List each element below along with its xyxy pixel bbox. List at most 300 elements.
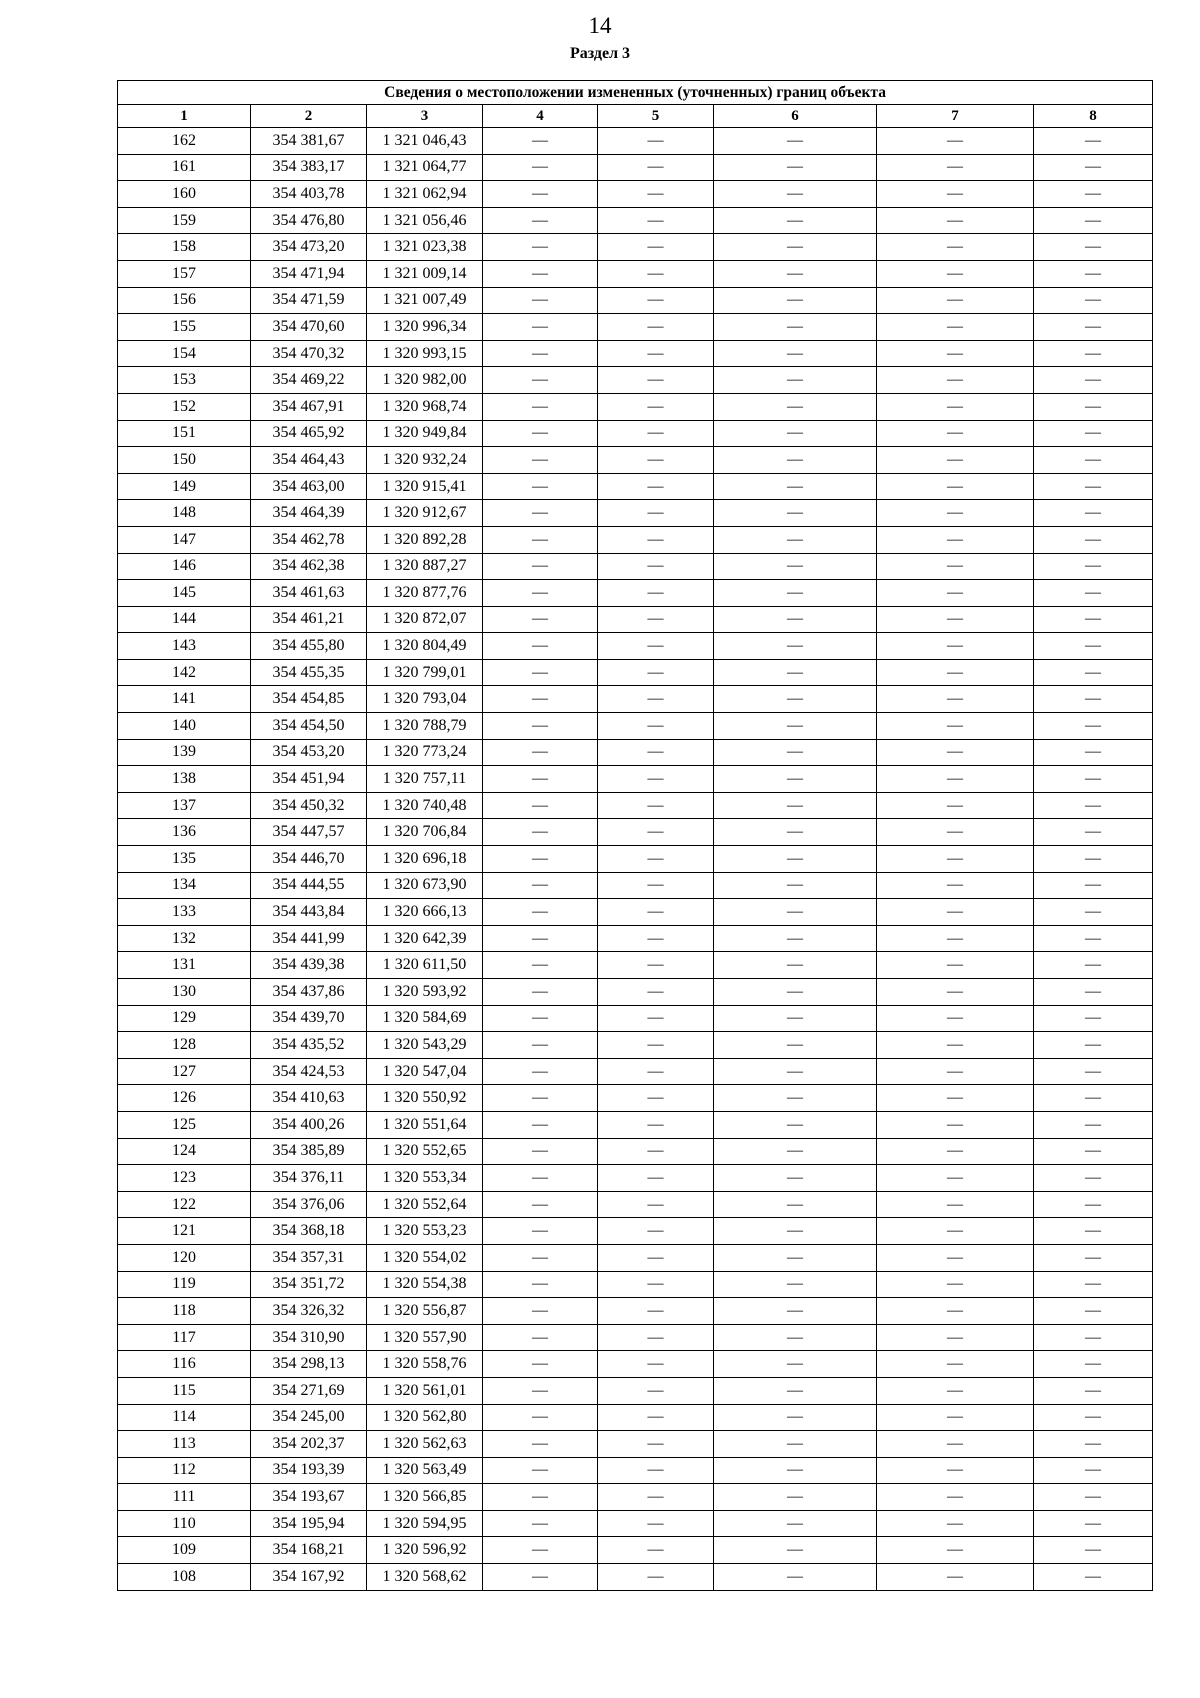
section-title: Раздел 3 <box>569 45 631 62</box>
empty-value-cell: — <box>877 713 1034 740</box>
empty-value-cell: — <box>483 1111 598 1138</box>
point-number-cell: 114 <box>118 1404 251 1431</box>
empty-value-cell: — <box>1034 420 1153 447</box>
empty-value-cell: — <box>598 1537 714 1564</box>
column-number: 8 <box>1034 105 1153 128</box>
empty-value-cell: — <box>714 1537 877 1564</box>
empty-value-cell: — <box>714 1351 877 1378</box>
point-number-cell: 151 <box>118 420 251 447</box>
empty-value-cell: — <box>714 1377 877 1404</box>
column-number: 5 <box>598 105 714 128</box>
y-coordinate-cell: 1 320 554,38 <box>367 1271 483 1298</box>
table-row <box>118 1085 1153 1112</box>
empty-value-cell: — <box>714 766 877 793</box>
table-row <box>118 473 1153 500</box>
x-coordinate-cell: 354 326,32 <box>251 1298 367 1325</box>
empty-value-cell: — <box>877 128 1034 155</box>
y-coordinate-cell: 1 320 912,67 <box>367 500 483 527</box>
empty-value-cell: — <box>877 314 1034 341</box>
table-row <box>118 1298 1153 1325</box>
y-coordinate-cell: 1 320 949,84 <box>367 420 483 447</box>
empty-value-cell: — <box>714 367 877 394</box>
point-number-cell: 146 <box>118 553 251 580</box>
point-number-cell: 157 <box>118 260 251 287</box>
empty-value-cell: — <box>483 340 598 367</box>
y-coordinate-cell: 1 320 547,04 <box>367 1058 483 1085</box>
y-coordinate-cell: 1 321 007,49 <box>367 287 483 314</box>
empty-value-cell: — <box>483 1564 598 1591</box>
empty-value-cell: — <box>598 819 714 846</box>
empty-value-cell: — <box>598 1324 714 1351</box>
x-coordinate-cell: 354 385,89 <box>251 1138 367 1165</box>
table-row <box>118 1058 1153 1085</box>
empty-value-cell: — <box>598 314 714 341</box>
y-coordinate-cell: 1 320 552,65 <box>367 1138 483 1165</box>
y-coordinate-cell: 1 320 757,11 <box>367 766 483 793</box>
column-number-row <box>118 105 1153 128</box>
table-row <box>118 260 1153 287</box>
empty-value-cell: — <box>714 952 877 979</box>
empty-value-cell: — <box>877 1404 1034 1431</box>
empty-value-cell: — <box>714 447 877 474</box>
empty-value-cell: — <box>1034 1032 1153 1059</box>
table-row <box>118 287 1153 314</box>
table-row <box>118 846 1153 873</box>
empty-value-cell: — <box>877 1165 1034 1192</box>
empty-value-cell: — <box>714 1191 877 1218</box>
point-number-cell: 145 <box>118 580 251 607</box>
empty-value-cell: — <box>483 1457 598 1484</box>
empty-value-cell: — <box>877 739 1034 766</box>
table-row <box>118 1111 1153 1138</box>
empty-value-cell: — <box>877 606 1034 633</box>
empty-value-cell: — <box>483 633 598 660</box>
empty-value-cell: — <box>1034 1457 1153 1484</box>
empty-value-cell: — <box>877 1298 1034 1325</box>
empty-value-cell: — <box>483 1165 598 1192</box>
empty-value-cell: — <box>714 1404 877 1431</box>
table-row <box>118 580 1153 607</box>
empty-value-cell: — <box>877 526 1034 553</box>
table-row <box>118 154 1153 181</box>
table-row <box>118 1510 1153 1537</box>
empty-value-cell: — <box>1034 979 1153 1006</box>
x-coordinate-cell: 354 446,70 <box>251 846 367 873</box>
empty-value-cell: — <box>714 1244 877 1271</box>
empty-value-cell: — <box>483 314 598 341</box>
empty-value-cell: — <box>598 1377 714 1404</box>
empty-value-cell: — <box>877 1058 1034 1085</box>
x-coordinate-cell: 354 469,22 <box>251 367 367 394</box>
y-coordinate-cell: 1 320 568,62 <box>367 1564 483 1591</box>
empty-value-cell: — <box>714 473 877 500</box>
y-coordinate-cell: 1 320 557,90 <box>367 1324 483 1351</box>
x-coordinate-cell: 354 202,37 <box>251 1431 367 1458</box>
empty-value-cell: — <box>598 1510 714 1537</box>
point-number-cell: 149 <box>118 473 251 500</box>
y-coordinate-cell: 1 320 996,34 <box>367 314 483 341</box>
empty-value-cell: — <box>1034 713 1153 740</box>
empty-value-cell: — <box>598 1165 714 1192</box>
empty-value-cell: — <box>483 181 598 208</box>
x-coordinate-cell: 354 454,50 <box>251 713 367 740</box>
empty-value-cell: — <box>877 846 1034 873</box>
point-number-cell: 128 <box>118 1032 251 1059</box>
point-number-cell: 152 <box>118 393 251 420</box>
empty-value-cell: — <box>598 420 714 447</box>
empty-value-cell: — <box>714 1111 877 1138</box>
point-number-cell: 161 <box>118 154 251 181</box>
table-row <box>118 367 1153 394</box>
x-coordinate-cell: 354 271,69 <box>251 1377 367 1404</box>
x-coordinate-cell: 354 357,31 <box>251 1244 367 1271</box>
point-number-cell: 155 <box>118 314 251 341</box>
table-row <box>118 792 1153 819</box>
y-coordinate-cell: 1 320 561,01 <box>367 1377 483 1404</box>
x-coordinate-cell: 354 470,60 <box>251 314 367 341</box>
empty-value-cell: — <box>714 846 877 873</box>
empty-value-cell: — <box>483 979 598 1006</box>
point-number-cell: 122 <box>118 1191 251 1218</box>
empty-value-cell: — <box>483 1351 598 1378</box>
x-coordinate-cell: 354 465,92 <box>251 420 367 447</box>
table-row <box>118 1457 1153 1484</box>
table-row <box>118 234 1153 261</box>
empty-value-cell: — <box>483 1484 598 1511</box>
empty-value-cell: — <box>714 1564 877 1591</box>
empty-value-cell: — <box>598 580 714 607</box>
x-coordinate-cell: 354 461,21 <box>251 606 367 633</box>
point-number-cell: 153 <box>118 367 251 394</box>
empty-value-cell: — <box>877 1111 1034 1138</box>
empty-value-cell: — <box>714 739 877 766</box>
empty-value-cell: — <box>877 393 1034 420</box>
point-number-cell: 121 <box>118 1218 251 1245</box>
empty-value-cell: — <box>598 128 714 155</box>
empty-value-cell: — <box>598 287 714 314</box>
table-row <box>118 526 1153 553</box>
x-coordinate-cell: 354 410,63 <box>251 1085 367 1112</box>
empty-value-cell: — <box>483 234 598 261</box>
empty-value-cell: — <box>598 1244 714 1271</box>
empty-value-cell: — <box>714 207 877 234</box>
empty-value-cell: — <box>714 659 877 686</box>
y-coordinate-cell: 1 320 562,80 <box>367 1404 483 1431</box>
empty-value-cell: — <box>598 766 714 793</box>
y-coordinate-cell: 1 320 558,76 <box>367 1351 483 1378</box>
table-row <box>118 1377 1153 1404</box>
empty-value-cell: — <box>598 846 714 873</box>
table-row <box>118 1218 1153 1245</box>
empty-value-cell: — <box>877 686 1034 713</box>
empty-value-cell: — <box>483 872 598 899</box>
y-coordinate-cell: 1 321 046,43 <box>367 128 483 155</box>
empty-value-cell: — <box>598 713 714 740</box>
empty-value-cell: — <box>1034 846 1153 873</box>
empty-value-cell: — <box>1034 1431 1153 1458</box>
empty-value-cell: — <box>877 792 1034 819</box>
column-number: 2 <box>251 105 367 128</box>
empty-value-cell: — <box>598 606 714 633</box>
empty-value-cell: — <box>877 340 1034 367</box>
empty-value-cell: — <box>483 128 598 155</box>
empty-value-cell: — <box>598 154 714 181</box>
empty-value-cell: — <box>714 128 877 155</box>
empty-value-cell: — <box>714 979 877 1006</box>
empty-value-cell: — <box>714 526 877 553</box>
table-row <box>118 819 1153 846</box>
empty-value-cell: — <box>598 1005 714 1032</box>
empty-value-cell: — <box>877 1564 1034 1591</box>
empty-value-cell: — <box>877 1244 1034 1271</box>
point-number-cell: 115 <box>118 1377 251 1404</box>
x-coordinate-cell: 354 464,39 <box>251 500 367 527</box>
empty-value-cell: — <box>1034 766 1153 793</box>
x-coordinate-cell: 354 167,92 <box>251 1564 367 1591</box>
x-coordinate-cell: 354 310,90 <box>251 1324 367 1351</box>
table-row <box>118 606 1153 633</box>
empty-value-cell: — <box>483 1032 598 1059</box>
empty-value-cell: — <box>598 1431 714 1458</box>
y-coordinate-cell: 1 320 932,24 <box>367 447 483 474</box>
empty-value-cell: — <box>483 1298 598 1325</box>
table-row <box>118 1138 1153 1165</box>
empty-value-cell: — <box>877 1218 1034 1245</box>
empty-value-cell: — <box>483 952 598 979</box>
x-coordinate-cell: 354 450,32 <box>251 792 367 819</box>
empty-value-cell: — <box>598 872 714 899</box>
empty-value-cell: — <box>483 1377 598 1404</box>
empty-value-cell: — <box>714 314 877 341</box>
x-coordinate-cell: 354 376,11 <box>251 1165 367 1192</box>
empty-value-cell: — <box>483 1218 598 1245</box>
point-number-cell: 109 <box>118 1537 251 1564</box>
empty-value-cell: — <box>714 1457 877 1484</box>
table-row <box>118 1165 1153 1192</box>
empty-value-cell: — <box>1034 580 1153 607</box>
table-body <box>118 128 1153 1591</box>
y-coordinate-cell: 1 320 696,18 <box>367 846 483 873</box>
empty-value-cell: — <box>483 526 598 553</box>
x-coordinate-cell: 354 462,38 <box>251 553 367 580</box>
empty-value-cell: — <box>483 154 598 181</box>
empty-value-cell: — <box>714 1484 877 1511</box>
empty-value-cell: — <box>483 1537 598 1564</box>
empty-value-cell: — <box>1034 952 1153 979</box>
table-row <box>118 686 1153 713</box>
column-number: 7 <box>877 105 1034 128</box>
empty-value-cell: — <box>1034 314 1153 341</box>
x-coordinate-cell: 354 451,94 <box>251 766 367 793</box>
y-coordinate-cell: 1 320 642,39 <box>367 925 483 952</box>
y-coordinate-cell: 1 320 892,28 <box>367 526 483 553</box>
x-coordinate-cell: 354 470,32 <box>251 340 367 367</box>
empty-value-cell: — <box>1034 739 1153 766</box>
empty-value-cell: — <box>1034 1377 1153 1404</box>
empty-value-cell: — <box>877 659 1034 686</box>
table-row <box>118 952 1153 979</box>
empty-value-cell: — <box>877 367 1034 394</box>
point-number-cell: 134 <box>118 872 251 899</box>
empty-value-cell: — <box>714 792 877 819</box>
point-number-cell: 112 <box>118 1457 251 1484</box>
table-row <box>118 340 1153 367</box>
empty-value-cell: — <box>483 792 598 819</box>
x-coordinate-cell: 354 435,52 <box>251 1032 367 1059</box>
x-coordinate-cell: 354 298,13 <box>251 1351 367 1378</box>
point-number-cell: 159 <box>118 207 251 234</box>
table-row <box>118 1271 1153 1298</box>
empty-value-cell: — <box>483 367 598 394</box>
y-coordinate-cell: 1 320 804,49 <box>367 633 483 660</box>
empty-value-cell: — <box>877 1032 1034 1059</box>
table-row <box>118 713 1153 740</box>
empty-value-cell: — <box>1034 1218 1153 1245</box>
table-row <box>118 1032 1153 1059</box>
empty-value-cell: — <box>714 686 877 713</box>
x-coordinate-cell: 354 473,20 <box>251 234 367 261</box>
empty-value-cell: — <box>714 580 877 607</box>
x-coordinate-cell: 354 245,00 <box>251 1404 367 1431</box>
point-number-cell: 143 <box>118 633 251 660</box>
empty-value-cell: — <box>714 340 877 367</box>
empty-value-cell: — <box>714 713 877 740</box>
empty-value-cell: — <box>1034 659 1153 686</box>
empty-value-cell: — <box>1034 1484 1153 1511</box>
empty-value-cell: — <box>1034 1058 1153 1085</box>
empty-value-cell: — <box>483 766 598 793</box>
empty-value-cell: — <box>877 633 1034 660</box>
empty-value-cell: — <box>598 979 714 1006</box>
point-number-cell: 127 <box>118 1058 251 1085</box>
empty-value-cell: — <box>714 553 877 580</box>
empty-value-cell: — <box>877 766 1034 793</box>
empty-value-cell: — <box>1034 526 1153 553</box>
empty-value-cell: — <box>714 181 877 208</box>
empty-value-cell: — <box>1034 260 1153 287</box>
y-coordinate-cell: 1 320 799,01 <box>367 659 483 686</box>
empty-value-cell: — <box>714 393 877 420</box>
table-row <box>118 447 1153 474</box>
x-coordinate-cell: 354 403,78 <box>251 181 367 208</box>
point-number-cell: 130 <box>118 979 251 1006</box>
empty-value-cell: — <box>483 500 598 527</box>
table-caption-row <box>118 81 1153 105</box>
empty-value-cell: — <box>877 1271 1034 1298</box>
empty-value-cell: — <box>598 1191 714 1218</box>
y-coordinate-cell: 1 320 706,84 <box>367 819 483 846</box>
empty-value-cell: — <box>483 1191 598 1218</box>
y-coordinate-cell: 1 320 566,85 <box>367 1484 483 1511</box>
empty-value-cell: — <box>877 1537 1034 1564</box>
empty-value-cell: — <box>877 1138 1034 1165</box>
y-coordinate-cell: 1 320 773,24 <box>367 739 483 766</box>
empty-value-cell: — <box>714 819 877 846</box>
empty-value-cell: — <box>483 686 598 713</box>
x-coordinate-cell: 354 463,00 <box>251 473 367 500</box>
empty-value-cell: — <box>598 473 714 500</box>
point-number-cell: 118 <box>118 1298 251 1325</box>
empty-value-cell: — <box>483 739 598 766</box>
y-coordinate-cell: 1 320 563,49 <box>367 1457 483 1484</box>
empty-value-cell: — <box>877 952 1034 979</box>
empty-value-cell: — <box>877 500 1034 527</box>
table-row <box>118 659 1153 686</box>
empty-value-cell: — <box>877 447 1034 474</box>
x-coordinate-cell: 354 471,59 <box>251 287 367 314</box>
y-coordinate-cell: 1 321 023,38 <box>367 234 483 261</box>
empty-value-cell: — <box>598 367 714 394</box>
table-row <box>118 314 1153 341</box>
point-number-cell: 158 <box>118 234 251 261</box>
y-coordinate-cell: 1 320 553,23 <box>367 1218 483 1245</box>
empty-value-cell: — <box>598 1564 714 1591</box>
x-coordinate-cell: 354 447,57 <box>251 819 367 846</box>
table-row <box>118 553 1153 580</box>
x-coordinate-cell: 354 351,72 <box>251 1271 367 1298</box>
point-number-cell: 138 <box>118 766 251 793</box>
empty-value-cell: — <box>1034 1165 1153 1192</box>
empty-value-cell: — <box>714 606 877 633</box>
empty-value-cell: — <box>877 1484 1034 1511</box>
x-coordinate-cell: 354 461,63 <box>251 580 367 607</box>
table-row <box>118 1484 1153 1511</box>
empty-value-cell: — <box>1034 1138 1153 1165</box>
empty-value-cell: — <box>877 1005 1034 1032</box>
empty-value-cell: — <box>598 340 714 367</box>
table-row <box>118 1244 1153 1271</box>
point-number-cell: 129 <box>118 1005 251 1032</box>
x-coordinate-cell: 354 443,84 <box>251 899 367 926</box>
point-number-cell: 136 <box>118 819 251 846</box>
point-number-cell: 108 <box>118 1564 251 1591</box>
empty-value-cell: — <box>598 792 714 819</box>
x-coordinate-cell: 354 441,99 <box>251 925 367 952</box>
empty-value-cell: — <box>877 1324 1034 1351</box>
empty-value-cell: — <box>1034 1564 1153 1591</box>
y-coordinate-cell: 1 321 062,94 <box>367 181 483 208</box>
point-number-cell: 156 <box>118 287 251 314</box>
empty-value-cell: — <box>877 207 1034 234</box>
point-number-cell: 135 <box>118 846 251 873</box>
empty-value-cell: — <box>1034 606 1153 633</box>
empty-value-cell: — <box>598 739 714 766</box>
empty-value-cell: — <box>877 260 1034 287</box>
empty-value-cell: — <box>1034 367 1153 394</box>
empty-value-cell: — <box>714 1165 877 1192</box>
empty-value-cell: — <box>877 420 1034 447</box>
point-number-cell: 144 <box>118 606 251 633</box>
empty-value-cell: — <box>1034 633 1153 660</box>
point-number-cell: 137 <box>118 792 251 819</box>
empty-value-cell: — <box>1034 1351 1153 1378</box>
empty-value-cell: — <box>598 1111 714 1138</box>
table-row <box>118 1005 1153 1032</box>
column-number: 6 <box>714 105 877 128</box>
point-number-cell: 116 <box>118 1351 251 1378</box>
table-row <box>118 500 1153 527</box>
empty-value-cell: — <box>483 1271 598 1298</box>
empty-value-cell: — <box>877 473 1034 500</box>
y-coordinate-cell: 1 320 554,02 <box>367 1244 483 1271</box>
y-coordinate-cell: 1 320 552,64 <box>367 1191 483 1218</box>
table-row <box>118 979 1153 1006</box>
empty-value-cell: — <box>1034 925 1153 952</box>
y-coordinate-cell: 1 320 740,48 <box>367 792 483 819</box>
point-number-cell: 110 <box>118 1510 251 1537</box>
y-coordinate-cell: 1 320 543,29 <box>367 1032 483 1059</box>
empty-value-cell: — <box>598 1457 714 1484</box>
